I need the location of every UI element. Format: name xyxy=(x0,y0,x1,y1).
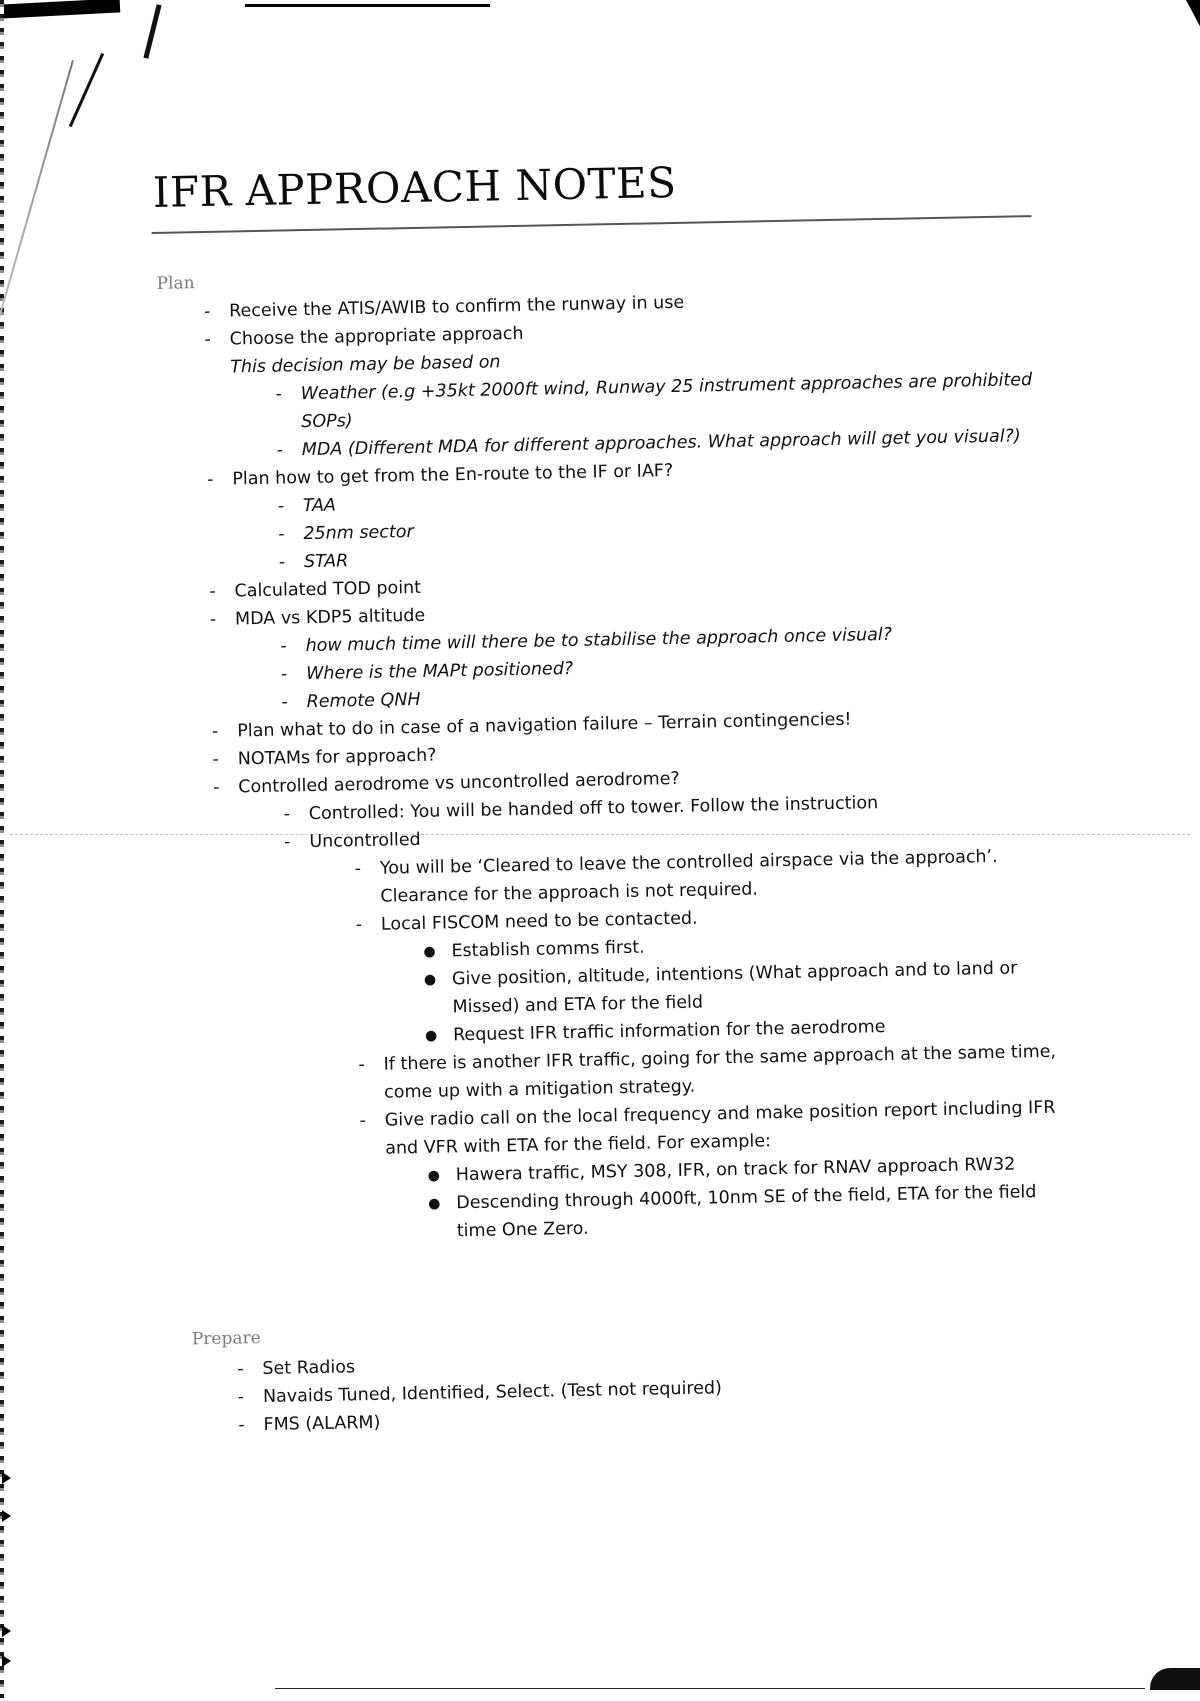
list-item: - You will be ‘Cleared to leave the controlled airspace via the approach’. xyxy=(354,846,998,880)
list-item: - Receive the ATIS/AWIB to confirm the runway in use xyxy=(203,292,685,322)
list-item: - Navaids Tuned, Identified, Select. (Test not required) xyxy=(237,1378,723,1408)
margin-punch-marks xyxy=(0,1360,14,1690)
list-item: - Weather (e.g +35kt 2000ft wind, Runway 25 instrument approaches are prohibited xyxy=(275,370,1033,405)
list-item: ● Give position, altitude, intentions (What approach and to land or xyxy=(423,958,1018,990)
list-item: ● Request IFR traffic information for the aerodrome xyxy=(424,1017,886,1046)
list-item: - 25nm sector xyxy=(278,522,414,545)
section-heading-prepare: Prepare xyxy=(191,1328,261,1350)
list-item: - Remote QNH xyxy=(281,689,421,713)
list-item: - Uncontrolled xyxy=(283,829,421,853)
list-item: - If there is another IFR traffic, going for the same approach at the same time, xyxy=(358,1041,1057,1076)
list-item: - Set Radios xyxy=(237,1357,356,1380)
list-item: ● Hawera traffic, MSY 308, IFR, on track for RNAV approach RW32 xyxy=(427,1154,1016,1186)
list-item: - Local FISCOM need to be contacted. xyxy=(355,908,698,936)
list-item: - Choose the appropriate approach xyxy=(204,323,524,350)
list-item: - STAR xyxy=(278,551,349,573)
list-item: - MDA vs KDP5 altitude xyxy=(209,605,426,630)
page-title: IFR APPROACH NOTES xyxy=(152,157,677,217)
list-item: - FMS (ALARM) xyxy=(238,1412,381,1436)
list-item-continuation: and VFR with ETA for the field. For example: xyxy=(385,1131,772,1159)
list-item: - Plan how to get from the En-route to the IF or IAF? xyxy=(207,461,674,490)
list-item-continuation: Missed) and ETA for the field xyxy=(452,992,704,1018)
list-item: - NOTAMs for approach? xyxy=(212,745,437,770)
list-item: - how much time will there be to stabilise the approach once visual? xyxy=(280,624,893,657)
list-item-note: This decision may be based on xyxy=(230,352,501,378)
list-item: ● Descending through 4000ft, 10nm SE of the field, ETA for the field xyxy=(428,1182,1037,1214)
list-item: ● Establish comms first. xyxy=(423,937,645,962)
list-item: - Calculated TOD point xyxy=(209,577,422,602)
list-item: - Controlled aerodrome vs uncontrolled aerodrome? xyxy=(212,768,680,798)
title-underline xyxy=(152,215,1032,234)
list-item: - Where is the MAPt positioned? xyxy=(280,658,574,685)
list-item: - Controlled: You will be handed off to tower. Follow the instruction xyxy=(283,793,879,825)
list-item: - Give radio call on the local frequency and make position report including IFR xyxy=(359,1097,1056,1132)
section-heading-plan: Plan xyxy=(156,273,195,294)
list-item: - MDA (Different MDA for different approaches. What approach will get you visual?) xyxy=(276,426,1021,461)
list-item-continuation: come up with a mitigation strategy. xyxy=(383,1076,696,1103)
list-item: - Plan what to do in case of a navigation failure – Terrain contingencies! xyxy=(211,709,852,742)
list-item: - TAA xyxy=(277,495,337,517)
list-item-continuation: time One Zero. xyxy=(456,1218,589,1242)
list-item-continuation: Clearance for the approach is not required. xyxy=(380,879,759,907)
list-item-continuation: SOPs) xyxy=(301,411,353,433)
